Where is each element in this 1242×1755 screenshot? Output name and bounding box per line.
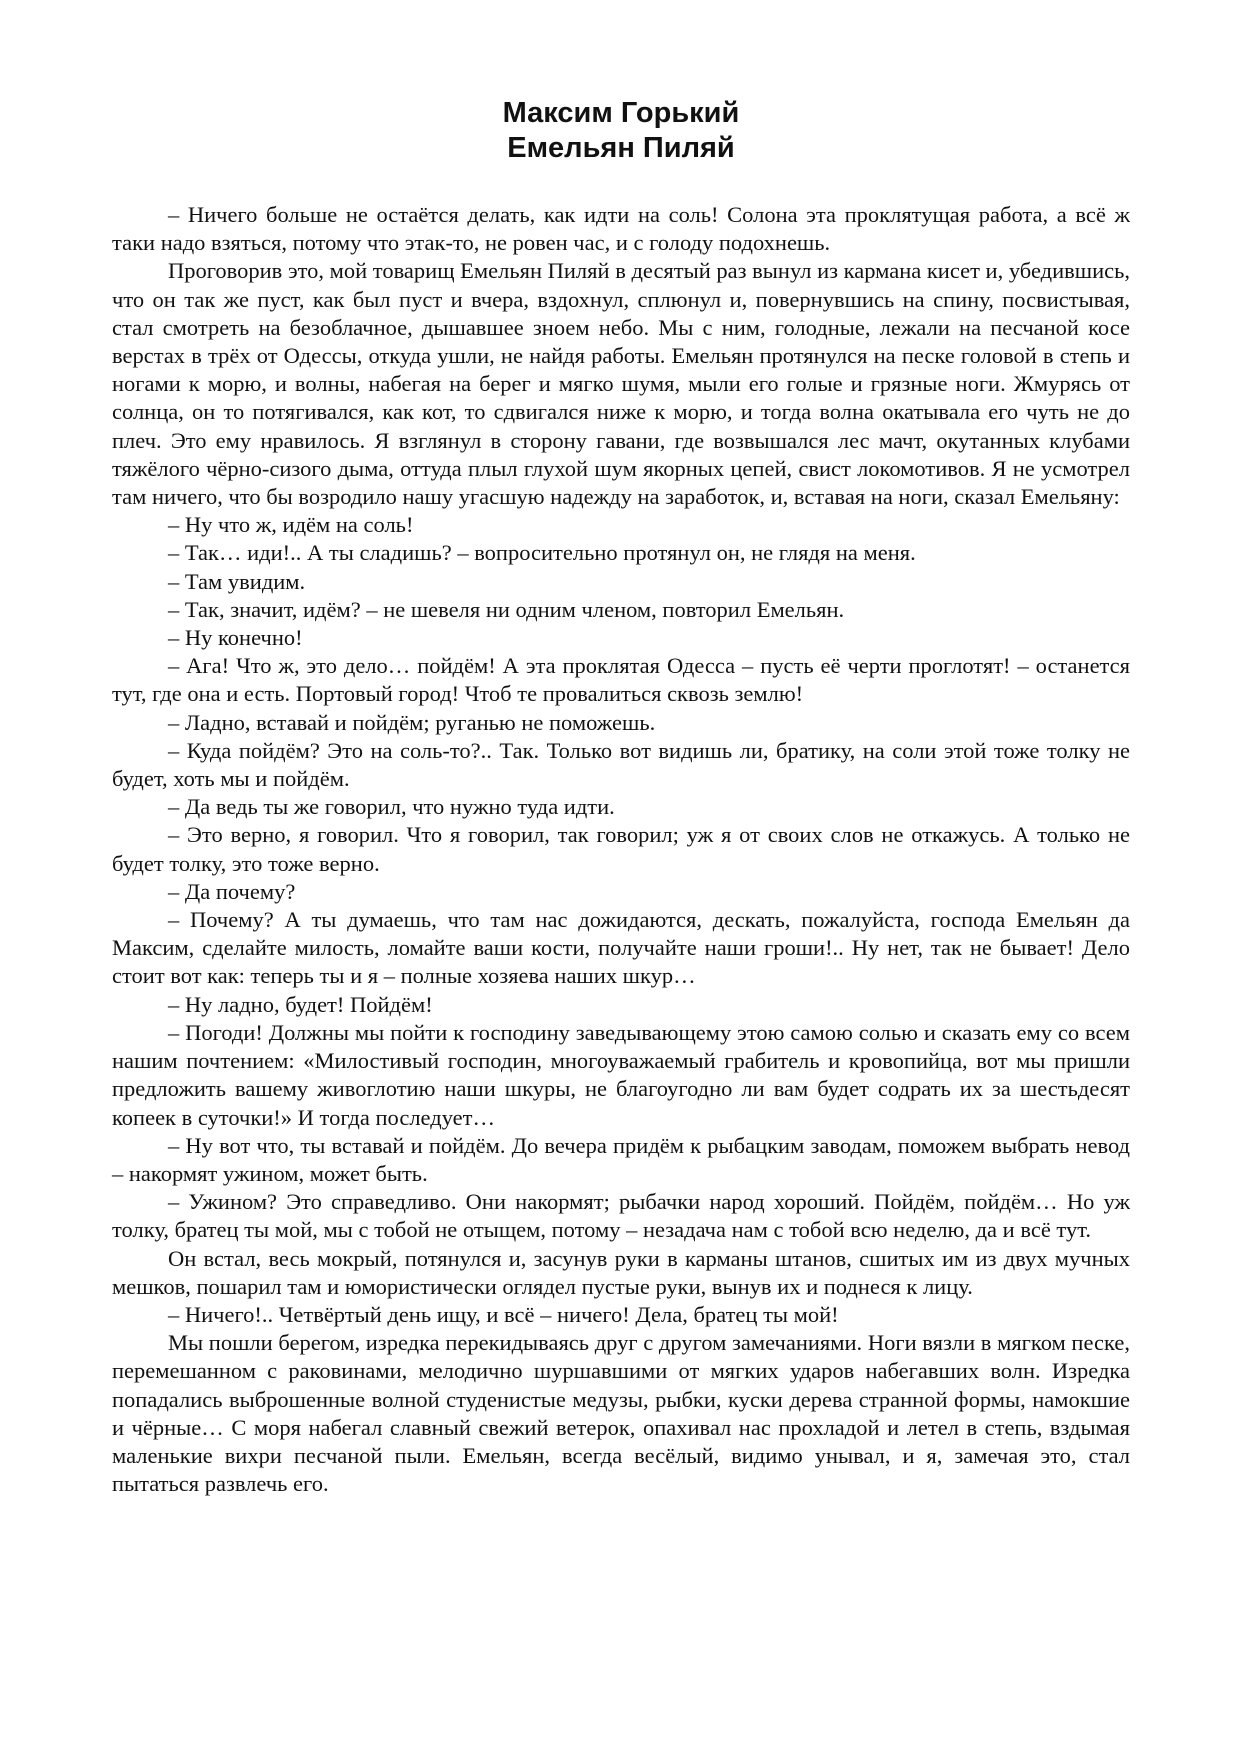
paragraph: Проговорив это, мой товарищ Емельян Пиляй в десятый раз вынул из кармана кисет и, убедившись, что он так же пуст, как был пуст и вчера, вздохнул, сплюнул и, повернувшись на спину, посвистывая, стал смотреть на безоблачное, дышавшее зноем небо. Мы с ним, голодные, лежали на песчаной косе верстах в трёх от Одессы, откуда ушли, не найдя работы. Емельян протянулся на песке головой в степь и ногами к морю, и волны, набегая на берег и мягко шумя, мыли его голые и грязные ноги. Жмурясь от солнца, он то потягивался, как кот, то сдвигался ниже к морю, и тогда волна окатывала его чуть не до плеч. Это ему нравилось. Я взглянул в сторону гавани, где возвышался лес мачт, окутанных клубами тяжёлого чёрно-сизого дыма, оттуда плыл глухой шум якорных цепей, свист локомотивов. Я не усмотрел там ничего, что бы возродило нашу угасшую надежду на заработок, и, вставая на ноги, сказал Емельяну:: [112, 258, 1130, 510]
story-text: [112, 201, 1130, 1498]
paragraph: – Куда пойдём? Это на соль-то?.. Так. Только вот видишь ли, братику, на соли этой тоже толку не будет, хоть мы и пойдём.: [112, 737, 1130, 792]
paragraph: – Это верно, я говорил. Что я говорил, так говорил; уж я от своих слов не откажусь. А только не будет толку, это тоже верно.: [112, 822, 1130, 876]
paragraph: – Так, значит, идём? – не шевеля ни одним членом, повторил Емельян.: [168, 596, 845, 622]
paragraph: – Ну что ж, идём на соль!: [168, 512, 414, 538]
paragraph: – Да почему?: [168, 878, 296, 904]
paragraph: – Да ведь ты же говорил, что нужно туда идти.: [168, 794, 615, 820]
paragraph: – Ладно, вставай и пойдём; руганью не поможешь.: [168, 709, 656, 735]
paragraph: – Почему? А ты думаешь, что там нас дожидаются, дескать, пожалуйста, господа Емельян да Максим, сделайте милость, ломайте ваши кости, получайте наши гроши!.. Ну нет, так не бывает! Дело стоит вот как: теперь ты и я – полные хозяева наших шкур…: [112, 907, 1130, 989]
paragraph: – Там увидим.: [168, 568, 306, 594]
paragraph: – Так… иди!.. А ты сладишь? – вопросительно протянул он, не глядя на меня.: [168, 540, 916, 566]
paragraph: Он встал, весь мокрый, потянулся и, засунув руки в карманы штанов, сшитых им из двух мучных мешков, пошарил там и юмористически оглядел пустые руки, вынув их и поднеся к лицу.: [112, 1245, 1130, 1299]
document-page: [112, 96, 1130, 1498]
paragraph: – Ничего!.. Четвёртый день ищу, и всё – ничего! Дела, братец ты мой!: [168, 1301, 839, 1327]
paragraph: – Ну вот что, ты вставай и пойдём. До вечера придём к рыбацким заводам, поможем выбрать невод – накормят ужином, может быть.: [112, 1132, 1130, 1186]
paragraph: Мы пошли берегом, изредка перекидываясь друг с другом замечаниями. Ноги вязли в мягком песке, перемешанном с раковинами, мелодично шуршавшими от мягких ударов набегавших волн. Изредка попадались выброшенные волной студенистые медузы, рыбки, куски дерева странной формы, намокшие и чёрные… С моря набегал славный свежий ветерок, опахивал нас прохладой и летел в степь, вздымая маленькие вихри песчаной пыли. Емельян, всегда весёлый, видимо унывал, и я, замечая это, стал пытаться развлечь его.: [112, 1330, 1130, 1497]
paragraph: – Ага! Что ж, это дело… пойдём! А эта проклятая Одесса – пусть её черти проглотят! – останется тут, где она и есть. Портовый город! Чтоб те провалиться сквозь землю!: [112, 653, 1130, 707]
author-name: Максим Горький: [502, 97, 740, 129]
paragraph: – Ничего больше не остаётся делать, как идти на соль! Солона эта проклятущая работа, а всё ж таки надо взяться, потому что этак-то, не ровен час, и с голоду подохнешь.: [112, 202, 1130, 256]
document-title-block: [112, 96, 1130, 166]
paragraph: – Погоди! Должны мы пойти к господину заведывающему этою самою солью и сказать ему со всем нашим почтением: «Милостивый господин, многоуважаемый грабитель и кровопийца, вот мы пришли предложить вашему живоглотию наши шкуры, не благоугодно ли вам будет содрать их за шестьдесят копеек в суточки!» И тогда последует…: [112, 1019, 1130, 1130]
paragraph: – Ужином? Это справедливо. Они накормят; рыбачки народ хороший. Пойдём, пойдём… Но уж толку, братец ты мой, мы с тобой не отыщем, потому – незадача нам с тобой всю неделю, да и всё тут.: [112, 1189, 1130, 1243]
story-title: Емельян Пиляй: [507, 132, 735, 164]
paragraph: – Ну конечно!: [168, 625, 303, 651]
paragraph: – Ну ладно, будет! Пойдём!: [168, 991, 433, 1017]
